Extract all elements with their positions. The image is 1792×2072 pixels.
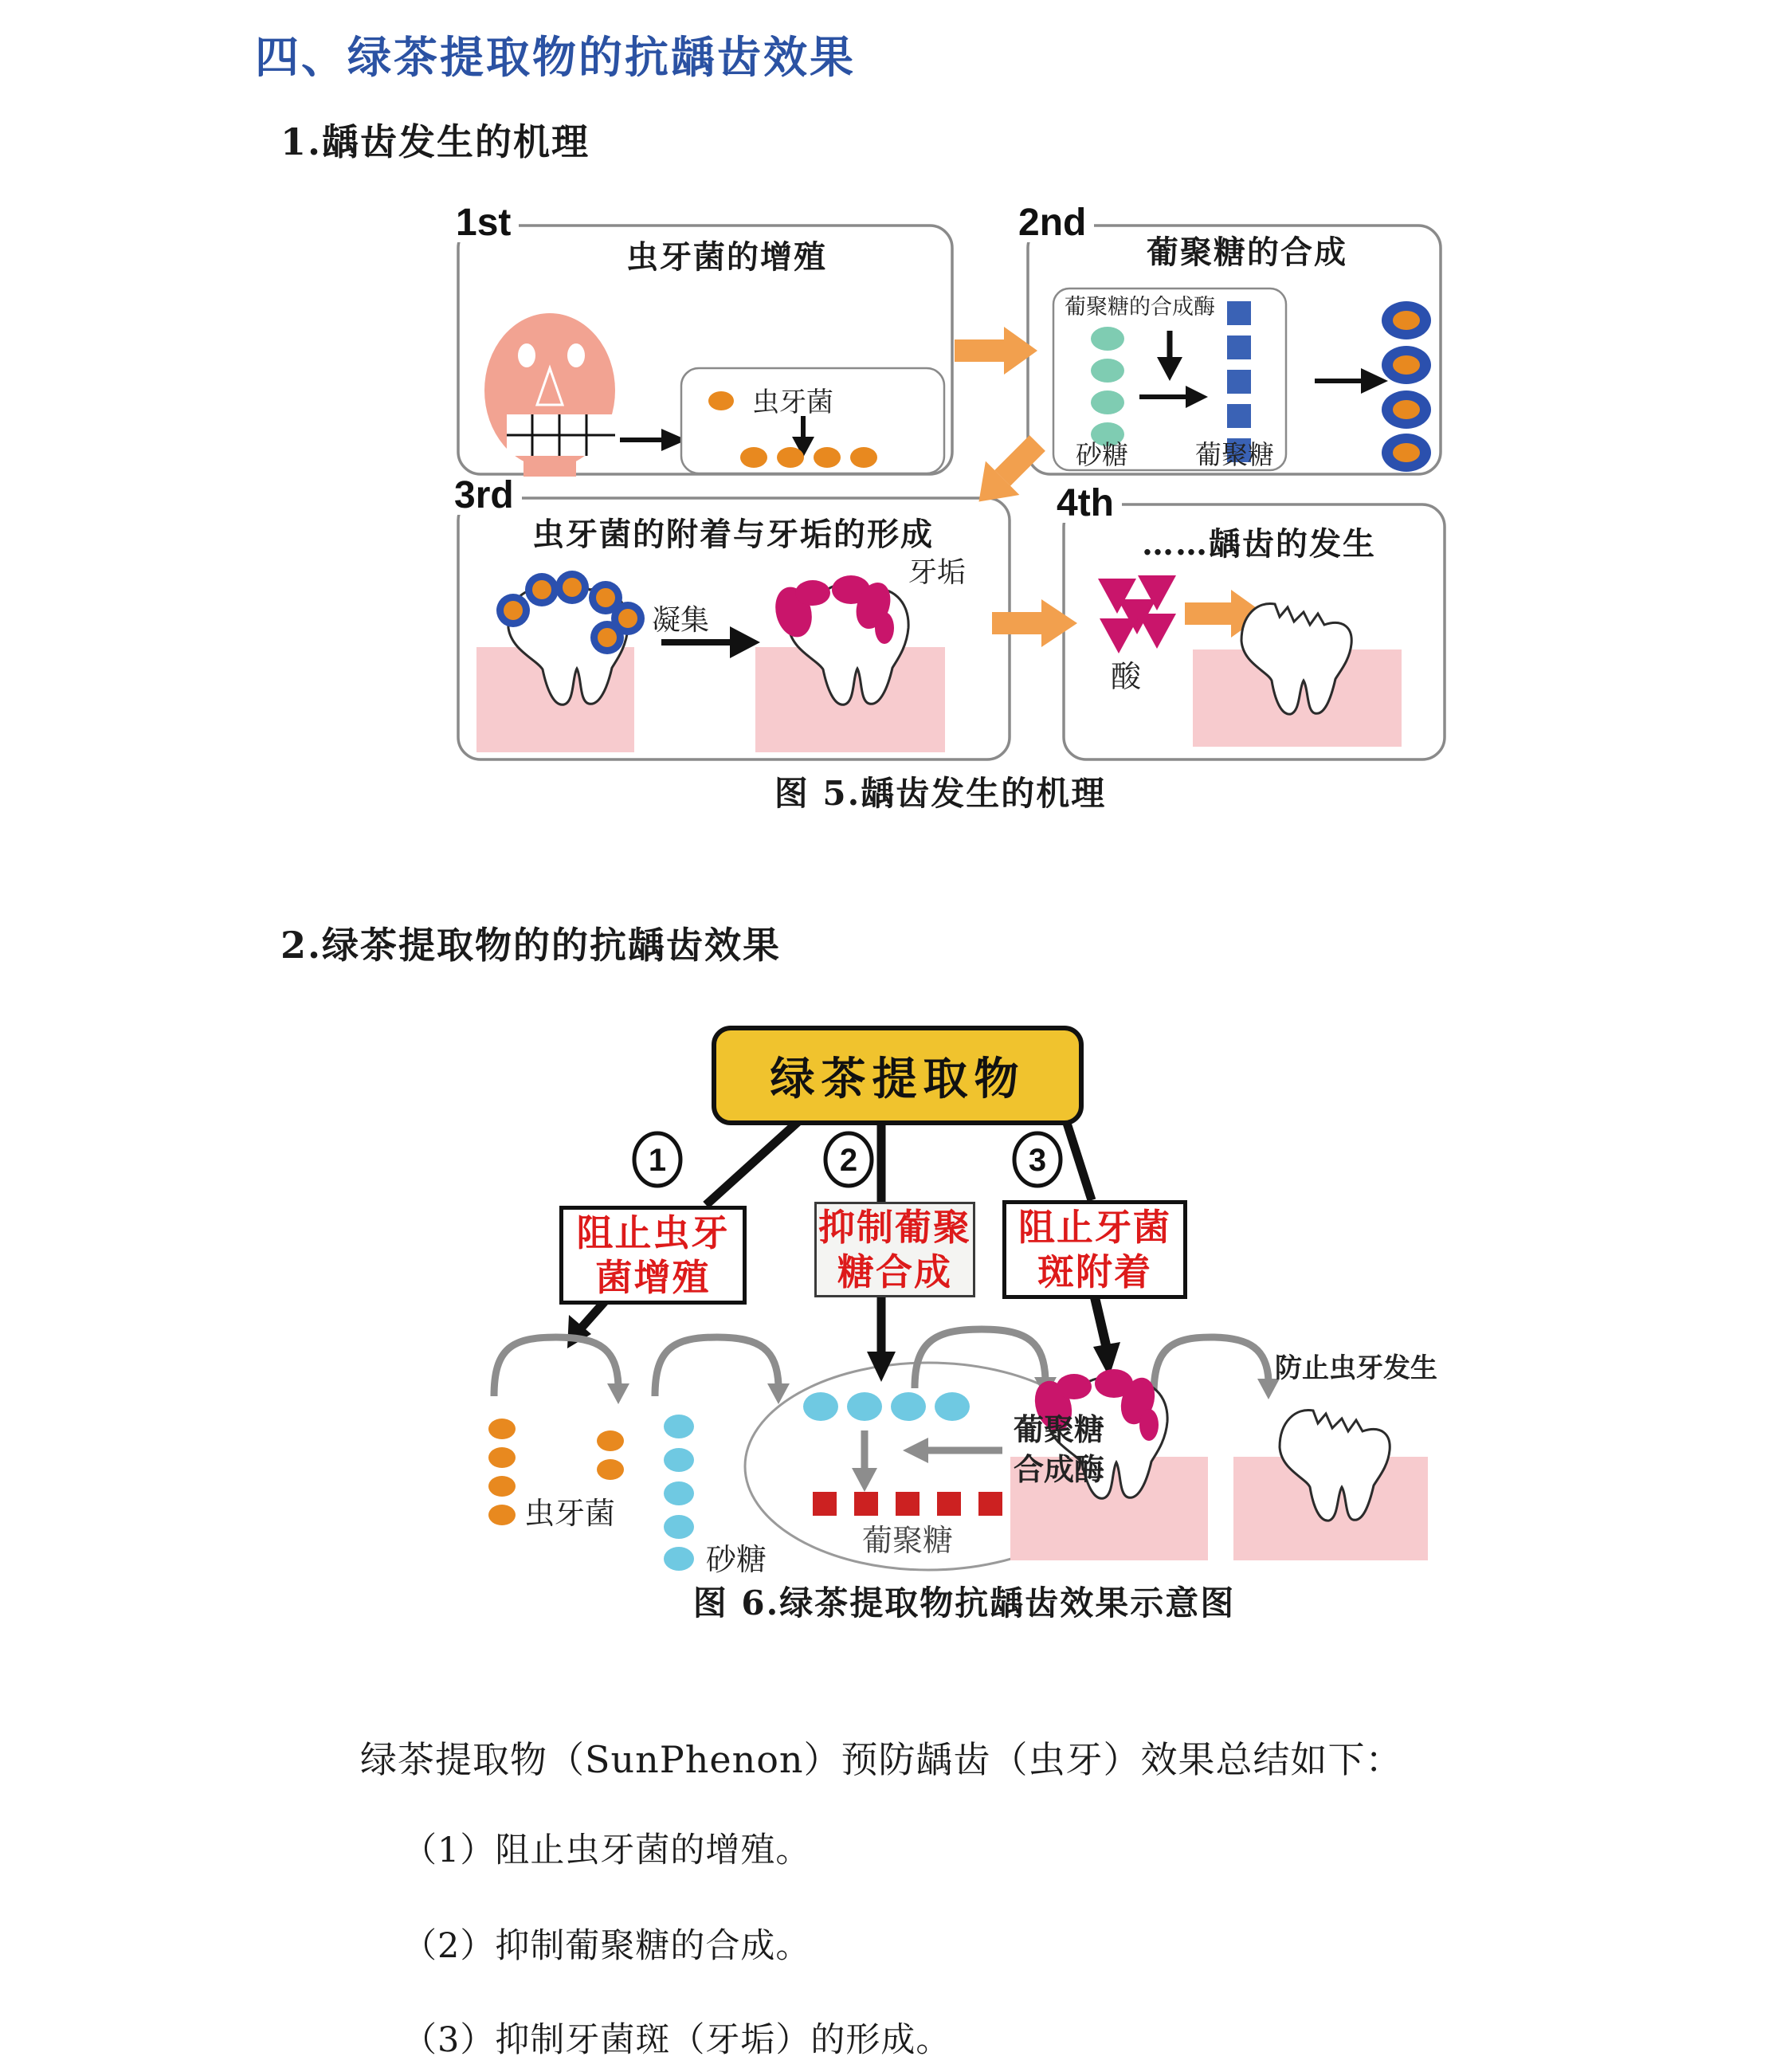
page-title: 四、绿茶提取物的抗龋齿效果 bbox=[255, 31, 857, 83]
acid-triangles-icon bbox=[1098, 575, 1176, 653]
circled-number-3: 3 bbox=[1028, 1143, 1047, 1178]
panel2-ordinal: 2nd bbox=[1010, 204, 1094, 242]
effect-box-1 bbox=[559, 1206, 747, 1305]
summary-item-3: （3）抑制牙菌斑（牙垢）的形成。 bbox=[402, 2020, 951, 2060]
fig6-caption: 图 6.绿茶提取物抗龋齿效果示意图 bbox=[692, 1583, 1236, 1623]
fig6-sugar-label: 砂糖 bbox=[706, 1542, 767, 1577]
p1-bacteria-label: 虫牙菌 bbox=[752, 387, 833, 418]
p4-acid-label: 酸 bbox=[1111, 659, 1142, 694]
effect-box-2-line2: 糖合成 bbox=[837, 1250, 952, 1293]
bacteria-growth-box bbox=[681, 368, 944, 473]
panel1-title: 虫牙菌的增殖 bbox=[626, 238, 827, 276]
panel4-ordinal: 4th bbox=[1049, 485, 1122, 523]
summary-item-2: （2）抑制葡聚糖的合成。 bbox=[402, 1926, 811, 1966]
panel4-title: ……龋齿的发生 bbox=[1142, 525, 1376, 563]
summary-item-1: （1）阻止虫牙菌的增殖。 bbox=[402, 1831, 811, 1870]
coated-bacteria-icons bbox=[1382, 301, 1431, 472]
fig6-enzyme-label-line1: 葡聚糖 bbox=[1014, 1411, 1105, 1447]
mouth-face-icon bbox=[484, 313, 615, 477]
effect-box-2-line1: 抑制葡聚 bbox=[818, 1205, 971, 1249]
effect-box-3-line1: 阻止牙菌 bbox=[1018, 1205, 1171, 1249]
panel3-ordinal: 3rd bbox=[446, 477, 522, 515]
effect-box-1-line1: 阻止虫牙 bbox=[576, 1211, 730, 1254]
fig5-caption: 图 5.龋齿发生的机理 bbox=[774, 774, 1107, 813]
panel1-ordinal: 1st bbox=[448, 204, 519, 242]
circled-number-2: 2 bbox=[839, 1143, 858, 1178]
circled-number-1: 1 bbox=[648, 1143, 667, 1178]
effect-box-1-line2: 菌增殖 bbox=[595, 1256, 711, 1299]
orange-arrow-1to2-icon bbox=[955, 327, 1037, 375]
p3-aggregation-label: 凝集 bbox=[652, 604, 710, 637]
p2-sugar-label: 砂糖 bbox=[1076, 439, 1128, 470]
p2-glucan-label: 葡聚糖 bbox=[1195, 439, 1274, 470]
effect-box-2 bbox=[814, 1202, 975, 1297]
summary-intro: 绿茶提取物（SunPhenon）预防龋齿（虫牙）效果总结如下： bbox=[360, 1738, 1403, 1781]
effect-box-3-line2: 斑附着 bbox=[1037, 1250, 1152, 1293]
arrow-face-to-box-icon bbox=[620, 429, 687, 451]
green-tea-extract-box: 绿茶提取物 bbox=[712, 1026, 1084, 1125]
fig6-bacteria-label: 虫牙菌 bbox=[524, 1496, 616, 1531]
section1-heading: 1.龋齿发生的机理 bbox=[280, 120, 590, 163]
section2-heading: 2.绿茶提取物的的抗龋齿效果 bbox=[280, 924, 782, 967]
fig6-prevent-label: 防止虫牙发生 bbox=[1275, 1352, 1437, 1384]
p3-plaque-label: 牙垢 bbox=[908, 556, 967, 589]
panel2-title: 葡聚糖的合成 bbox=[1147, 233, 1347, 271]
p2-enzyme-label: 葡聚糖的合成酶 bbox=[1065, 295, 1215, 320]
panel3-title: 虫牙菌的附着与牙垢的形成 bbox=[532, 516, 934, 553]
fig6-enzyme-label-line2: 合成酶 bbox=[1014, 1451, 1105, 1487]
branch-arrows-down bbox=[567, 1297, 1120, 1382]
effect-box-3 bbox=[1002, 1200, 1187, 1299]
fig6-glucan-label: 葡聚糖 bbox=[862, 1523, 954, 1558]
arrow-to-coated-bacteria-icon bbox=[1315, 368, 1388, 394]
fig6-sugar-icons bbox=[664, 1415, 694, 1571]
